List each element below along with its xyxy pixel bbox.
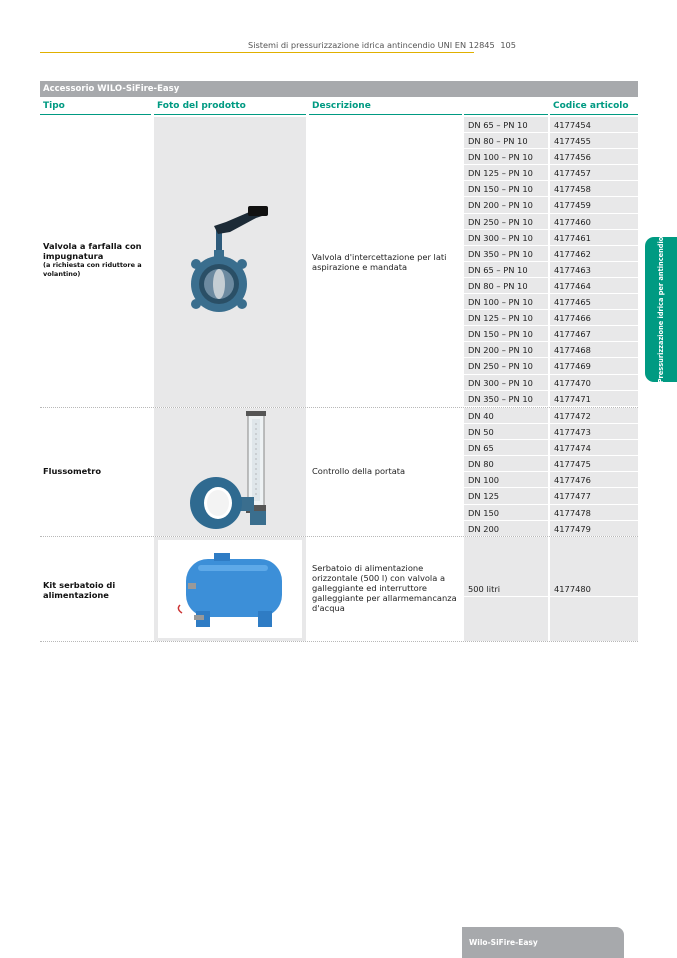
section-butterfly-valve — [40, 117, 638, 407]
table-row — [464, 521, 638, 537]
table-row — [464, 310, 638, 326]
size-cell: DN 200 – PN 10 — [464, 342, 548, 358]
size-cell: DN 100 – PN 10 — [464, 149, 548, 165]
table-title: Accessorio WILO-SiFire-Easy — [40, 81, 638, 97]
description-text: Controllo della portata — [312, 466, 406, 476]
tipo-cell — [40, 408, 151, 536]
type-label — [43, 466, 101, 476]
table-row — [464, 181, 638, 197]
code-cell: 4177477 — [550, 488, 638, 504]
code-cell: 4177474 — [550, 440, 638, 456]
code-cell: 4177475 — [550, 456, 638, 472]
photo-cell — [154, 117, 306, 407]
size-cell: DN 65 – PN 10 — [464, 262, 548, 278]
size-cell: DN 150 — [464, 505, 548, 521]
tipo-cell — [40, 117, 151, 407]
size-cell: DN 250 – PN 10 — [464, 358, 548, 374]
photo-cell — [154, 537, 306, 641]
table-row — [464, 505, 638, 521]
code-cell: 4177472 — [550, 408, 638, 424]
code-cell: 4177456 — [550, 149, 638, 165]
section-separator — [40, 536, 638, 537]
code-cell: 4177479 — [550, 521, 638, 537]
section-flow-meter — [40, 408, 638, 536]
rows-list — [464, 117, 638, 407]
size-cell: DN 125 – PN 10 — [464, 165, 548, 181]
code-cell: 4177460 — [550, 214, 638, 230]
table-row — [464, 581, 638, 597]
table-row — [464, 262, 638, 278]
page-number: 105 — [500, 40, 516, 50]
size-cell: DN 250 – PN 10 — [464, 214, 548, 230]
size-cell: DN 100 — [464, 472, 548, 488]
size-cell: DN 200 – PN 10 — [464, 197, 548, 213]
code-cell: 4177468 — [550, 342, 638, 358]
size-cell: DN 300 – PN 10 — [464, 375, 548, 391]
table-row — [464, 149, 638, 165]
size-cell: DN 50 — [464, 424, 548, 440]
code-cell: 4177469 — [550, 358, 638, 374]
table-row — [464, 117, 638, 133]
section-separator — [40, 407, 638, 408]
size-cell: DN 150 – PN 10 — [464, 181, 548, 197]
table-row — [464, 456, 638, 472]
col-header-foto: Foto del prodotto — [154, 99, 306, 115]
size-cell: DN 125 – PN 10 — [464, 310, 548, 326]
code-cell: 4177466 — [550, 310, 638, 326]
description-cell — [309, 537, 462, 641]
col-header-blank — [464, 99, 548, 115]
section-separator — [40, 641, 638, 642]
feed-tank-photo — [174, 549, 292, 631]
table-row — [464, 246, 638, 262]
table-row — [464, 375, 638, 391]
table-row — [464, 214, 638, 230]
code-cell: 4177478 — [550, 505, 638, 521]
size-cell: DN 200 — [464, 521, 548, 537]
table-row — [464, 342, 638, 358]
code-cell: 4177470 — [550, 375, 638, 391]
header-title: Sistemi di pressurizzazione idrica antincendio UNI EN 12845 — [248, 40, 495, 50]
code-cell: 4177471 — [550, 391, 638, 407]
size-cell: 500 litri — [464, 581, 548, 597]
table-row — [464, 197, 638, 213]
code-cell: 4177454 — [550, 117, 638, 133]
photo-cell — [154, 408, 306, 536]
col-header-tipo: Tipo — [40, 99, 151, 115]
header-rule — [40, 52, 474, 53]
table-row — [464, 326, 638, 342]
running-header — [248, 40, 516, 50]
table-row — [464, 133, 638, 149]
code-cell: 4177473 — [550, 424, 638, 440]
code-cell: 4177465 — [550, 294, 638, 310]
table-row — [464, 424, 638, 440]
table-row — [464, 358, 638, 374]
butterfly-valve-photo — [186, 202, 276, 317]
code-cell: 4177467 — [550, 326, 638, 342]
type-main: Valvola a farfalla con impugnatura — [43, 241, 142, 261]
col-header-codice: Codice articolo — [550, 99, 638, 115]
type-label — [43, 580, 123, 600]
description-cell — [309, 408, 462, 536]
size-cell: DN 40 — [464, 408, 548, 424]
code-cell: 4177461 — [550, 230, 638, 246]
size-cell: DN 65 — [464, 440, 548, 456]
table-header-row — [40, 99, 638, 115]
code-cell: 4177458 — [550, 181, 638, 197]
code-cell: 4177459 — [550, 197, 638, 213]
table-row — [464, 408, 638, 424]
description-text: Valvola d'intercettazione per lati aspirazione e mandata — [312, 252, 447, 272]
table-row — [464, 391, 638, 407]
col-header-descrizione: Descrizione — [309, 99, 462, 115]
size-cell: DN 100 – PN 10 — [464, 294, 548, 310]
code-cell: 4177463 — [550, 262, 638, 278]
side-tab-label: Pressurizzazione idrica per antincendio — [657, 236, 665, 383]
size-cell: DN 300 – PN 10 — [464, 230, 548, 246]
table-row — [464, 294, 638, 310]
size-cell: DN 150 – PN 10 — [464, 326, 548, 342]
code-cell: 4177476 — [550, 472, 638, 488]
size-cell: DN 125 — [464, 488, 548, 504]
rows-list — [464, 581, 638, 597]
code-cell: 4177464 — [550, 278, 638, 294]
code-cell: 4177455 — [550, 133, 638, 149]
table-row — [464, 488, 638, 504]
size-cell: DN 80 – PN 10 — [464, 133, 548, 149]
tipo-cell — [40, 537, 151, 641]
table-row — [464, 278, 638, 294]
flow-meter-photo — [186, 411, 282, 533]
code-cell: 4177457 — [550, 165, 638, 181]
section-feed-tank — [40, 537, 638, 641]
code-cell: 4177462 — [550, 246, 638, 262]
table-row — [464, 472, 638, 488]
size-cell: DN 350 – PN 10 — [464, 391, 548, 407]
type-main: Kit serbatoio di alimentazione — [43, 580, 116, 600]
table-row — [464, 165, 638, 181]
size-cell: DN 80 — [464, 456, 548, 472]
footer-label: Wilo-SiFire-Easy — [469, 938, 538, 947]
size-cell: DN 350 – PN 10 — [464, 246, 548, 262]
description-text: Serbatoio di alimentazione orizzontale (500 l) con valvola a galleggiante ed interruttore galleggiante per allarmemancanza d'acqua — [312, 563, 457, 613]
table-row — [464, 440, 638, 456]
size-cell: DN 65 – PN 10 — [464, 117, 548, 133]
table-row — [464, 230, 638, 246]
type-label — [43, 241, 151, 279]
size-cell: DN 80 – PN 10 — [464, 278, 548, 294]
type-sub: (a richiesta con riduttore a volantino) — [43, 261, 142, 278]
description-cell — [309, 117, 462, 407]
code-cell: 4177480 — [550, 581, 638, 597]
rows-list — [464, 408, 638, 537]
footer-product-tab — [462, 927, 624, 958]
type-main: Flussometro — [43, 466, 102, 476]
side-chapter-tab — [645, 237, 677, 382]
